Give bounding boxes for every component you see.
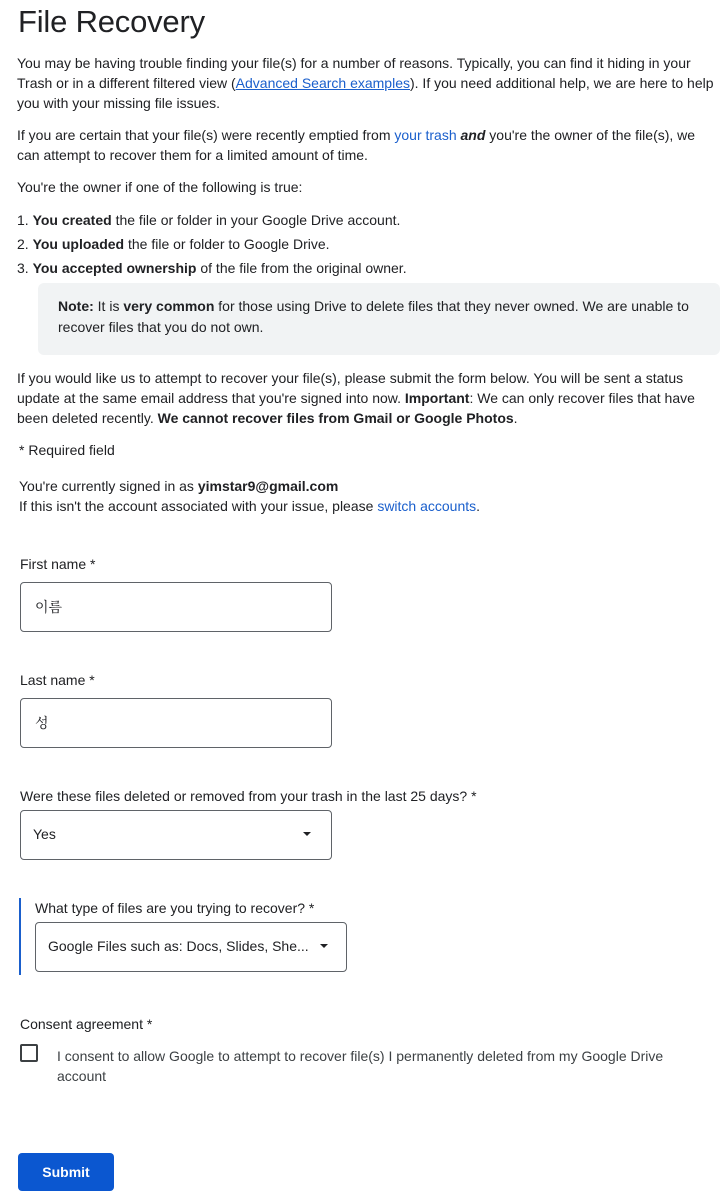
consent-label: Consent agreement * xyxy=(20,1016,153,1032)
last-name-input[interactable] xyxy=(21,699,331,747)
last-name-field[interactable] xyxy=(20,698,332,748)
first-name-label: First name * xyxy=(20,556,96,572)
dropdown-arrow-icon xyxy=(303,832,311,836)
list-item: 1. You created the file or folder in your Google Drive account. xyxy=(17,212,401,228)
your-trash-link[interactable]: your trash xyxy=(394,127,457,143)
first-name-field[interactable] xyxy=(20,582,332,632)
trash-paragraph: If you are certain that your file(s) were recently emptied from your trash and you're the owner of the file(s), we can attempt to recover them for a limited amount of time. xyxy=(17,127,696,163)
active-question-indicator xyxy=(19,898,21,975)
dropdown-arrow-icon xyxy=(320,944,328,948)
required-field-note: * Required field xyxy=(19,442,115,458)
list-item: 3. You accepted ownership of the file from the original owner. xyxy=(17,260,407,276)
submit-button[interactable]: Submit xyxy=(18,1153,114,1191)
file-type-select[interactable] xyxy=(35,922,347,972)
file-type-value: Google Files such as: Docs, Slides, She... xyxy=(48,938,309,954)
advanced-search-examples-link[interactable]: Advanced Search examples xyxy=(235,75,410,91)
list-item: 2. You uploaded the file or folder to Google Drive. xyxy=(17,236,330,252)
owner-conditions-list xyxy=(17,208,407,280)
form-instructions: If you would like us to attempt to recover your file(s), please submit the form below. You will be sent a status update at the same email address that you're signed into now. Important: We can only recover files that have been deleted recently. We cannot recover files from Gmail or Google Photos. xyxy=(17,370,695,426)
deleted-recently-select[interactable] xyxy=(20,810,332,860)
first-name-input[interactable] xyxy=(21,583,331,631)
consent-text: I consent to allow Google to attempt to recover file(s) I permanently deleted from my Google Drive account xyxy=(57,1048,664,1084)
intro-paragraph: You may be having trouble finding your file(s) for a number of reasons. Typically, you can find it hiding in your Trash or in a different filtered view (Advanced Search examples). If you need additional help, we are here to help you with your missing file issues. xyxy=(17,55,714,111)
owner-intro: You're the owner if one of the following is true: xyxy=(17,179,303,195)
ownership-note: Note: It is very common for those using Drive to delete files that they never owned. We are unable to recover files that you do not own. xyxy=(38,283,720,355)
signin-info: You're currently signed in as yimstar9@gmail.com If this isn't the account associated with your issue, please switch accounts. xyxy=(19,478,481,514)
switch-accounts-link[interactable]: switch accounts xyxy=(377,498,477,514)
last-name-label: Last name * xyxy=(20,672,95,688)
deleted-recently-value: Yes xyxy=(33,826,56,842)
page-title: File Recovery xyxy=(18,4,205,39)
consent-checkbox[interactable] xyxy=(20,1044,38,1062)
signed-in-email: yimstar9@gmail.com xyxy=(197,478,339,494)
deleted-recently-label: Were these files deleted or removed from your trash in the last 25 days? * xyxy=(20,788,477,804)
file-type-label: What type of files are you trying to recover? * xyxy=(35,900,315,916)
